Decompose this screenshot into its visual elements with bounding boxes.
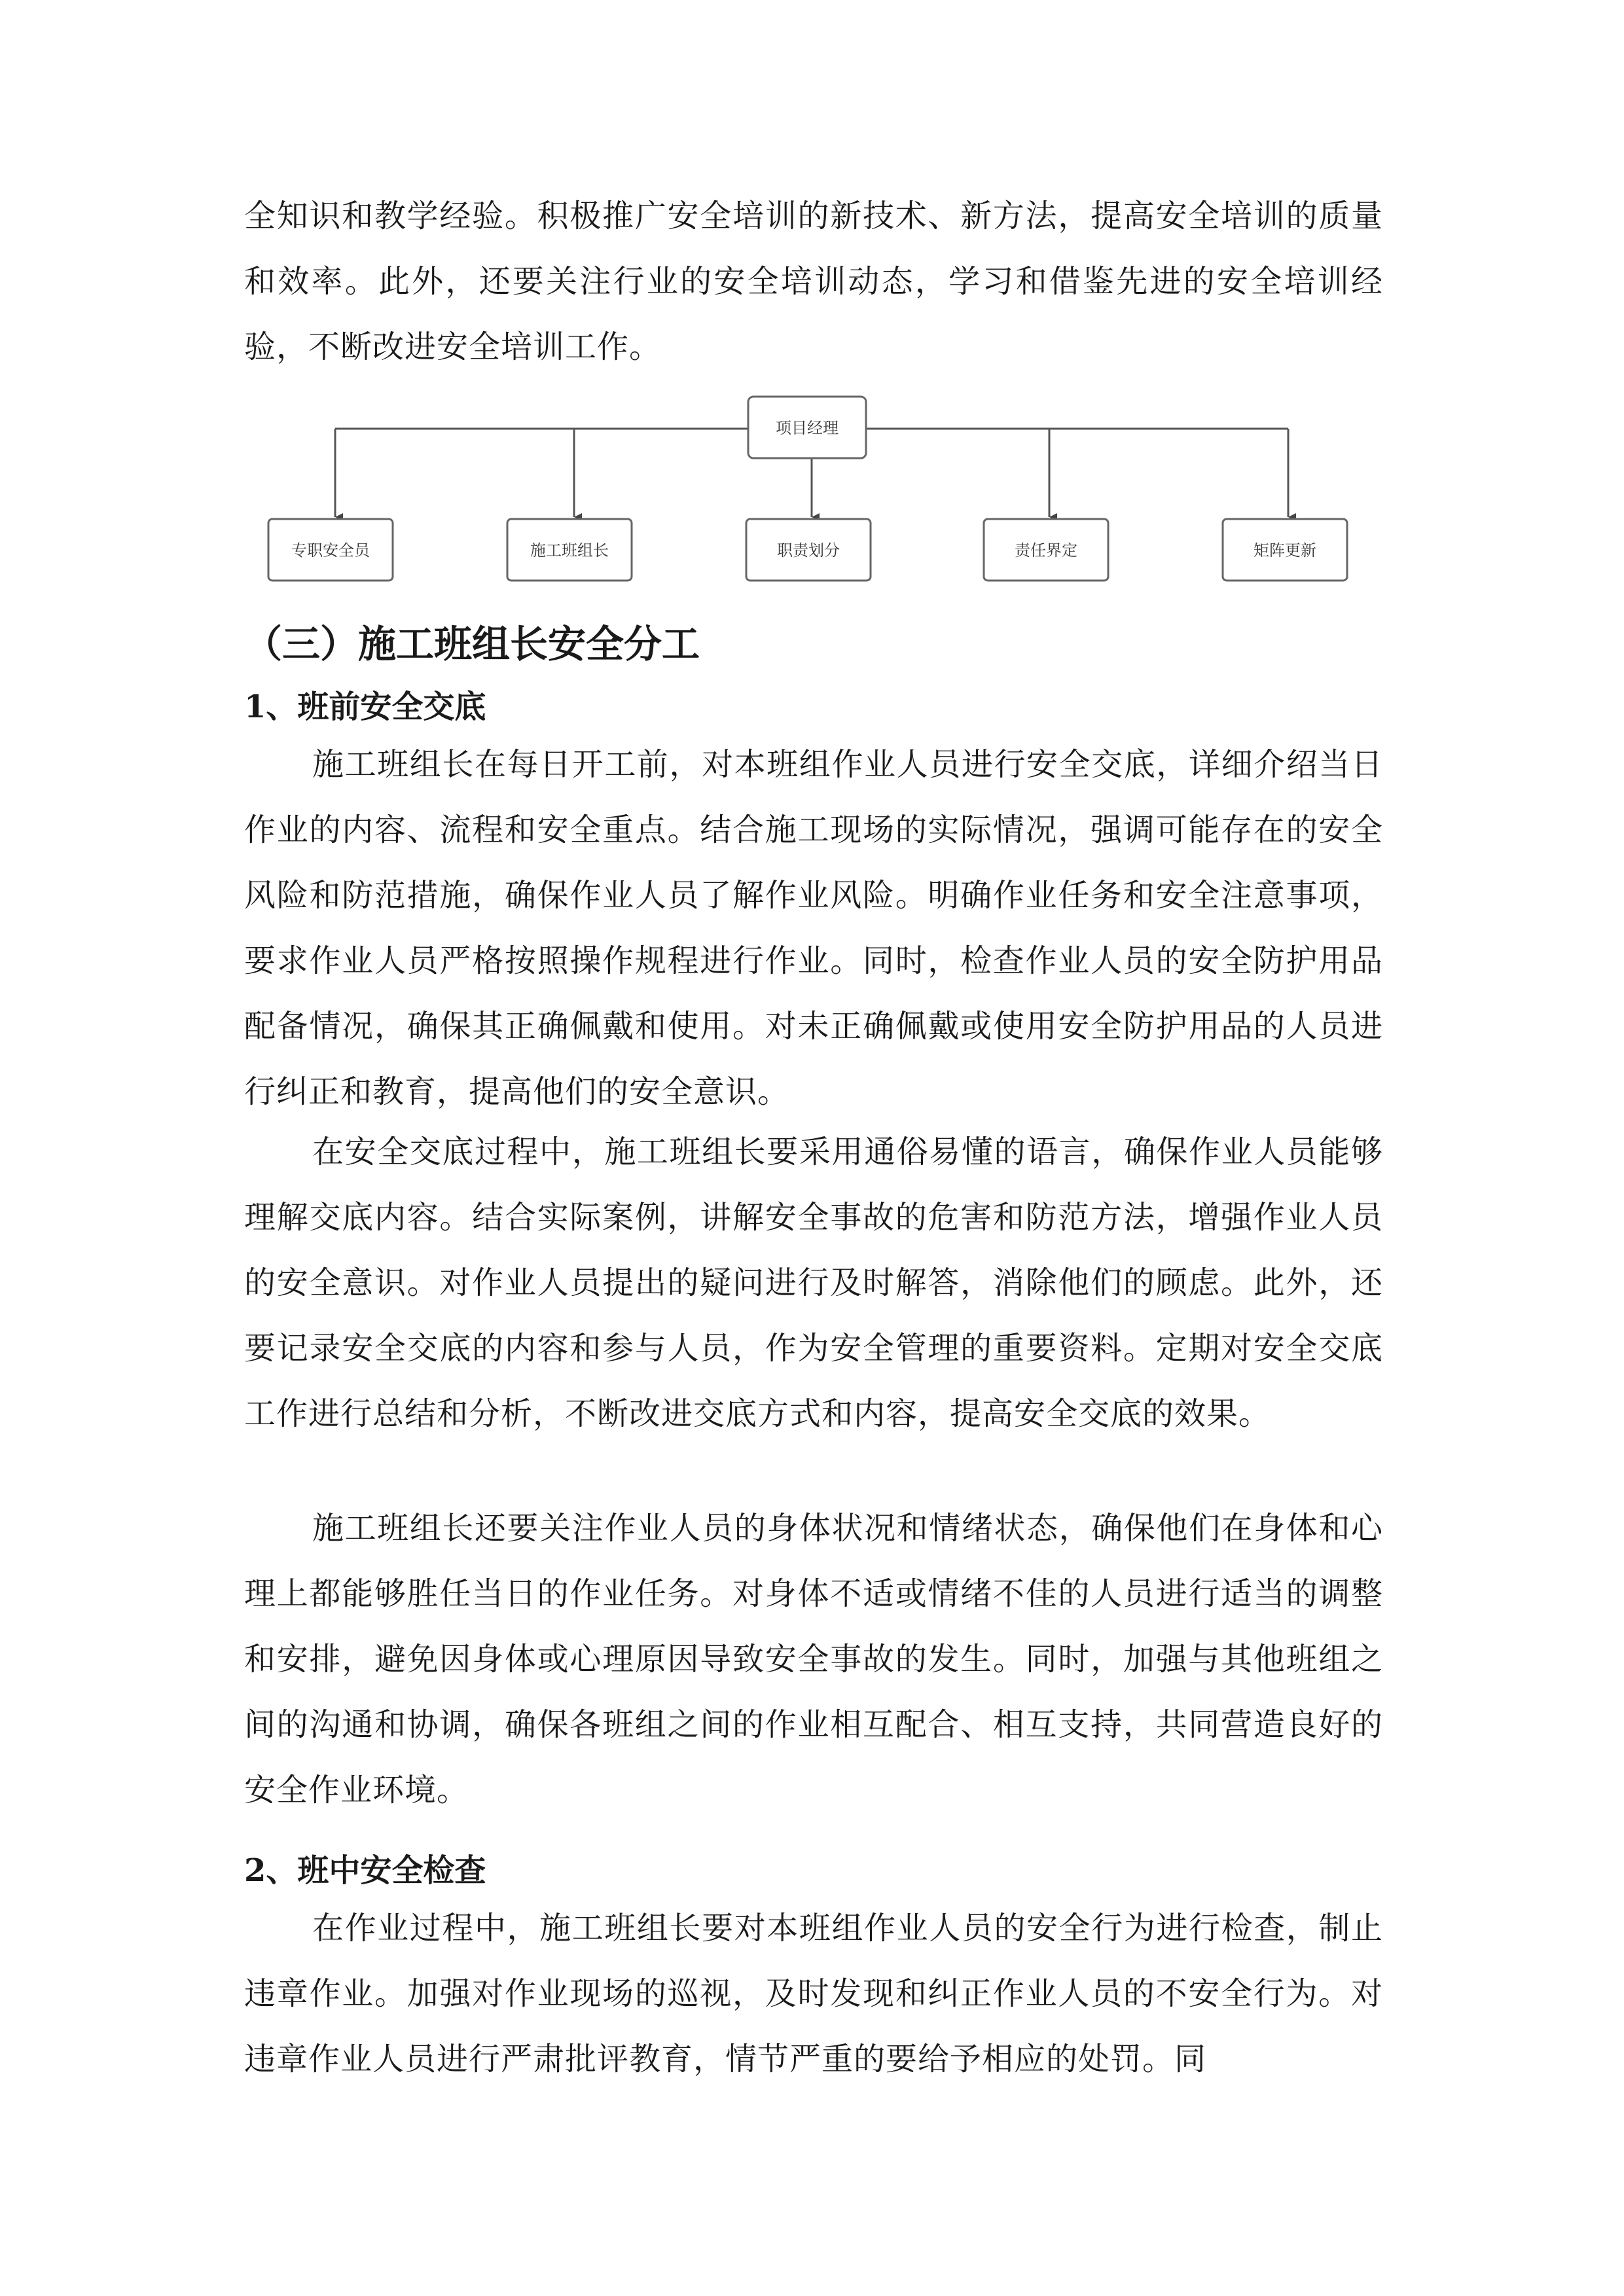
org-node-1: [268, 519, 393, 581]
org-node-2: [507, 519, 632, 581]
org-node-5: [1223, 519, 1347, 581]
org-node-5-label: 矩阵更新: [1254, 541, 1316, 560]
org-node-1-label: 专职安全员: [291, 541, 370, 560]
org-node-4: [984, 519, 1108, 581]
subsection-1-paragraph-3: 施工班组长还要关注作业人员的身体状况和情绪状态，确保他们在身体和心理上都能够胜任当日的作业任务。对身体不适或情绪不佳的人员进行适当的调整和安排，避免因身体或心理原因导致安全事故的发生。同时，加强与其他班组之间的沟通和协调，确保各班组之间的作业相互配合、相互支持，共同营造良好的安全作业环境。: [244, 1510, 1383, 1808]
org-node-root: [748, 397, 866, 458]
intro-paragraph: 全知识和教学经验。积极推广安全培训的新技术、新方法，提高安全培训的质量和效率。此外，还要关注行业的安全培训动态，学习和借鉴先进的安全培训经验，不断改进安全培训工作。: [244, 198, 1383, 365]
subsection-2-paragraph-1: 在作业过程中，施工班组长要对本班组作业人员的安全行为进行检查，制止违章作业。加强对作业现场的巡视，及时发现和纠正作业人员的不安全行为。对违章作业人员进行严肃批评教育，情节严重的要给予相应的处罚。同: [244, 1910, 1383, 2077]
org-node-root-label: 项目经理: [776, 419, 839, 437]
org-node-2-label: 施工班组长: [530, 541, 609, 560]
org-node-4-label: 责任界定: [1015, 541, 1077, 560]
org-node-3-label: 职责划分: [777, 541, 840, 560]
subsection-1-paragraph-2: 在安全交底过程中，施工班组长要采用通俗易懂的语言，确保作业人员能够理解交底内容。结合实际案例，讲解安全事故的危害和防范方法，增强作业人员的安全意识。对作业人员提出的疑问进行及时解答，消除他们的顾虑。此外，还要记录安全交底的内容和参与人员，作为安全管理的重要资料。定期对安全交底工作进行总结和分析，不断改进交底方式和内容，提高安全交底的效果。: [244, 1134, 1383, 1432]
org-chart: [0, 0, 1624, 602]
section-title: （三）施工班组长安全分工: [244, 622, 700, 666]
subsection-1-paragraph-1: 施工班组长在每日开工前，对本班组作业人员进行安全交底，详细介绍当日作业的内容、流程和安全重点。结合施工现场的实际情况，强调可能存在的安全风险和防范措施，确保作业人员了解作业风险。明确作业任务和安全注意事项，要求作业人员严格按照操作规程进行作业。同时，检查作业人员的安全防护用品配备情况，确保其正确佩戴和使用。对未正确佩戴或使用安全防护用品的人员进行纠正和教育，提高他们的安全意识。: [244, 746, 1383, 1110]
subsection-1-title: 1、班前安全交底: [244, 689, 486, 725]
org-node-3: [746, 519, 871, 581]
subsection-2-title: 2、班中安全检查: [244, 1852, 486, 1889]
